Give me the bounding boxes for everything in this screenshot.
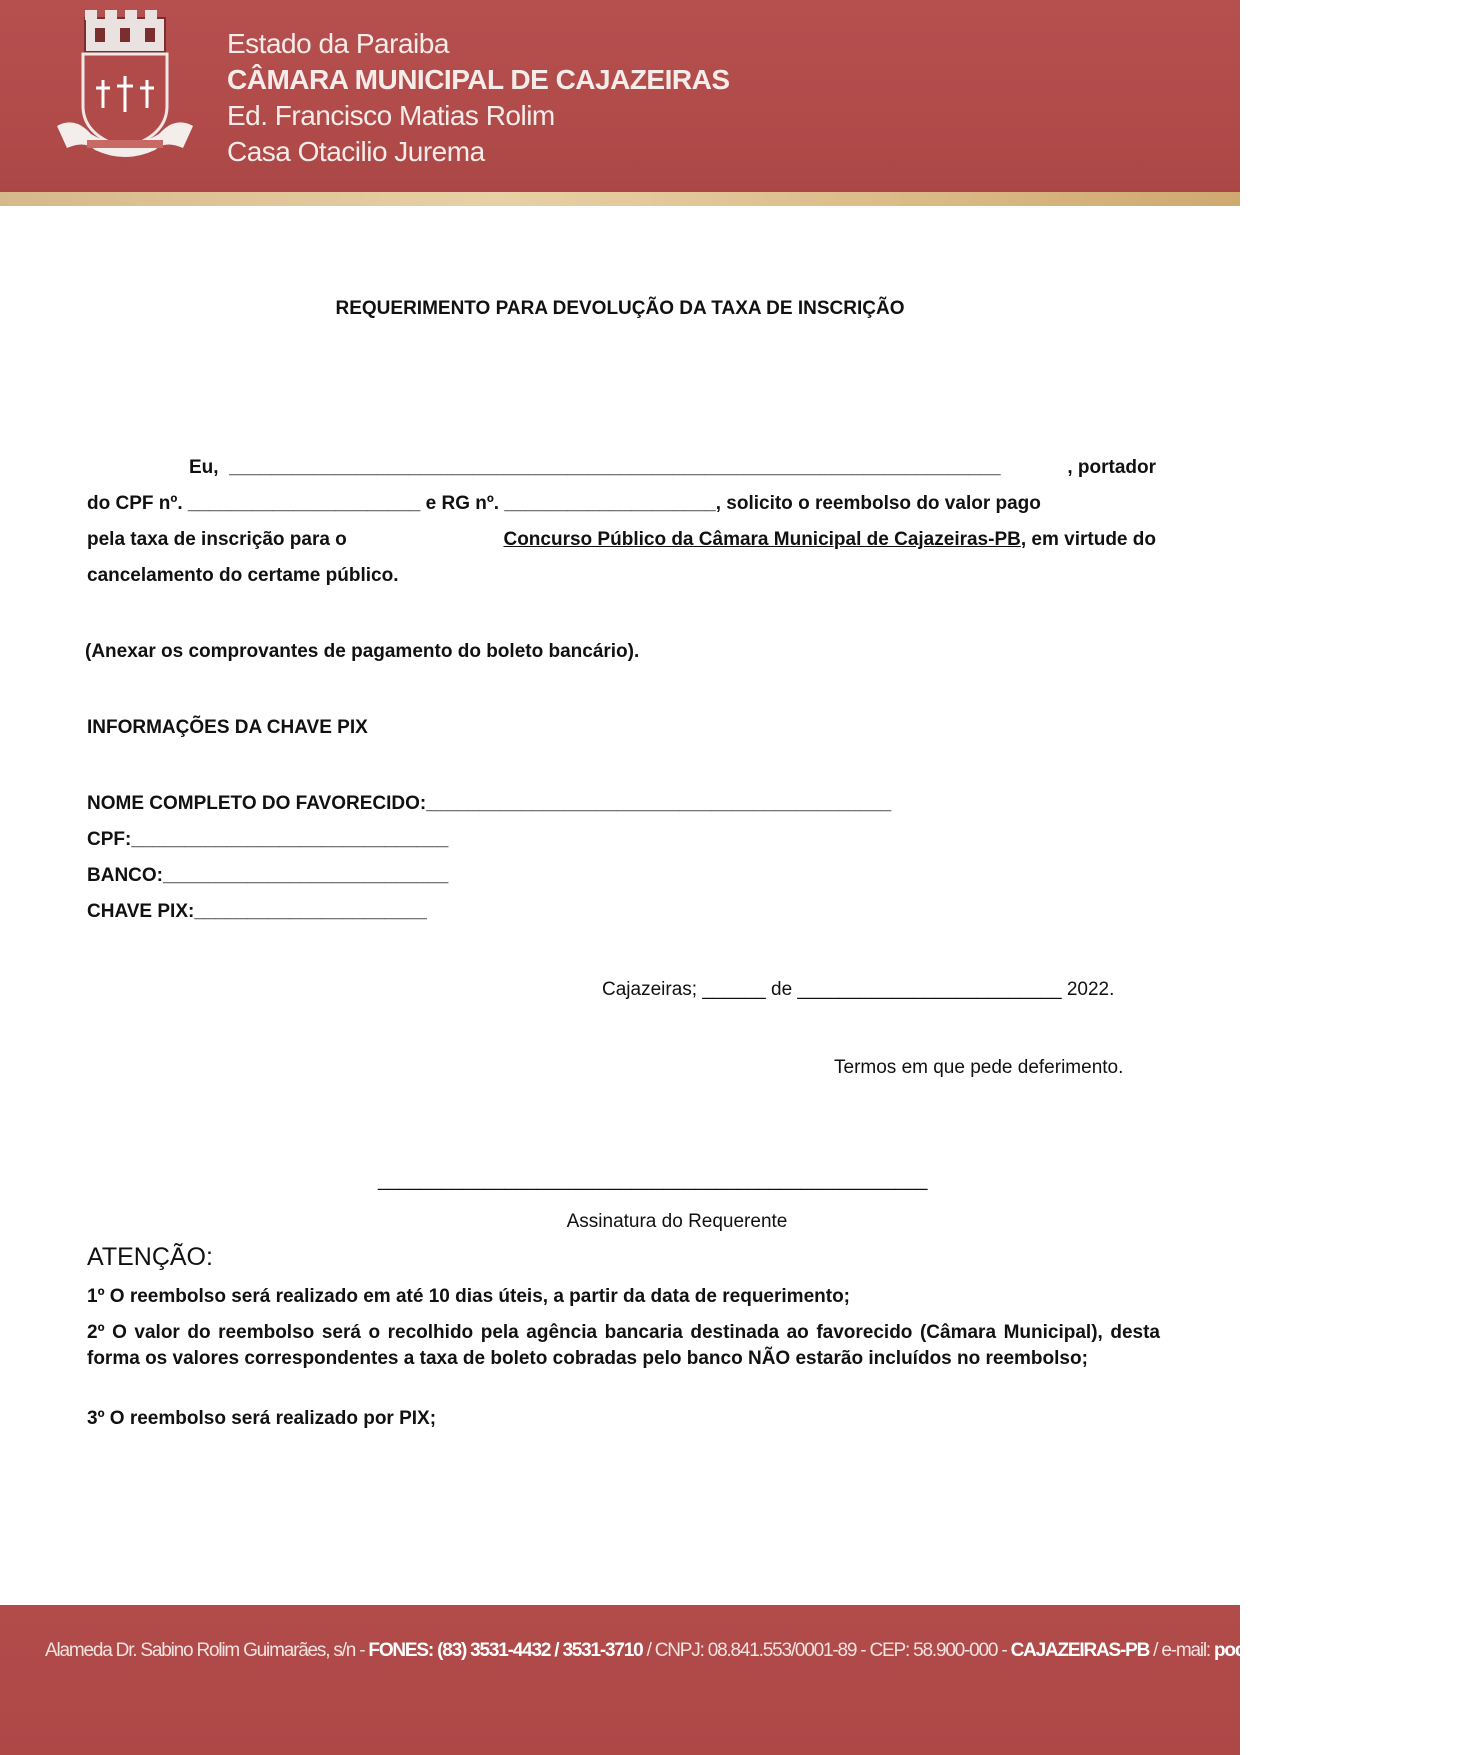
footer-contact xyxy=(45,1640,1459,1662)
header-house: Casa Otacilio Jurema xyxy=(227,136,485,167)
cpf-field[interactable]: CPF:______________________________ xyxy=(87,829,449,850)
footer-address: Alameda Dr. Sabino Rolim Guimarães, s/n - xyxy=(45,1640,369,1661)
line3-start: pela taxa de inscrição para o xyxy=(87,529,347,550)
header-state: Estado da Paraiba xyxy=(227,28,449,59)
paragraph-line-3 xyxy=(87,522,1156,558)
footer-cnpj: / CNPJ: 08.841.553/0001-89 - CEP: 58.900-000 - xyxy=(642,1640,1011,1661)
footer-email[interactable]: poderlegislativocz@gmail.com xyxy=(1214,1640,1459,1661)
eu-label: Eu, _________________________________________________________________________ xyxy=(189,457,1001,478)
attention-item-1: 1º O reembolso será realizado em até 10 dias úteis, a partir da data de requerimento; xyxy=(87,1286,850,1307)
page-title: REQUERIMENTO PARA DEVOLUÇÃO DA TAXA DE INSCRIÇÃO xyxy=(335,298,905,319)
solicito-text: , solicito o reembolso do valor pago xyxy=(715,493,1041,514)
paragraph-line-2 xyxy=(87,486,1156,522)
footer-email-label: / e-mail: xyxy=(1149,1640,1215,1661)
header-chamber: CÂMARA MUNICIPAL DE CAJAZEIRAS xyxy=(227,64,730,95)
pix-heading: INFORMAÇÕES DA CHAVE PIX xyxy=(87,717,368,738)
coat-of-arms-icon xyxy=(55,8,195,170)
footer-phones: FONES: (83) 3531-4432 / 3531-3710 xyxy=(368,1640,643,1661)
date-line[interactable]: Cajazeiras; ______ de _________________________ 2022. xyxy=(602,979,1115,1000)
request-paragraph xyxy=(87,450,1156,594)
attention-heading: ATENÇÃO: xyxy=(87,1243,213,1271)
letterhead-text xyxy=(227,26,730,170)
nome-favorecido-field[interactable]: NOME COMPLETO DO FAVORECIDO:____________________________________________ xyxy=(87,793,892,814)
cpf-label: do CPF nº. xyxy=(87,493,183,514)
chave-pix-field[interactable]: CHAVE PIX:______________________ xyxy=(87,901,427,922)
rg-label: e RG nº. xyxy=(425,493,500,514)
closing-phrase: Termos em que pede deferimento. xyxy=(834,1057,1124,1078)
banco-field[interactable]: BANCO:___________________________ xyxy=(87,865,449,886)
paragraph-line-1 xyxy=(87,450,1156,486)
footer-banner xyxy=(0,1605,1240,1755)
signature-line[interactable]: ____________________________________________________ xyxy=(378,1170,928,1191)
signature-label: Assinatura do Requerente xyxy=(566,1211,788,1232)
name-blank[interactable]: _________________________________________________________________________ xyxy=(229,457,1001,478)
attention-item-3: 3º O reembolso será realizado por PIX; xyxy=(87,1408,437,1429)
line3-end: , em virtude do xyxy=(1020,529,1156,550)
paragraph-line-4: cancelamento do certame público. xyxy=(87,565,399,586)
portador-label: , portador xyxy=(1067,457,1156,478)
footer-city: CAJAZEIRAS-PB xyxy=(1010,1640,1150,1661)
letterhead-gold-stripe xyxy=(0,192,1240,206)
header-building: Ed. Francisco Matias Rolim xyxy=(227,100,555,131)
anexar-note: (Anexar os comprovantes de pagamento do boleto bancário). xyxy=(85,641,640,662)
attention-item-2: 2º O valor do reembolso será o recolhido pela agência bancaria destinada ao favorecido (Câmara Municipal), desta forma os valores correspondentes a taxa de boleto cobradas pelo banco NÃO estarão incluídos no reembolso; xyxy=(87,1322,1160,1369)
cpf-blank[interactable]: ______________________ xyxy=(187,493,421,514)
concurso-name: Concurso Público da Câmara Municipal de Cajazeiras-PB xyxy=(503,529,1021,550)
rg-blank[interactable]: ____________________ xyxy=(504,493,716,514)
